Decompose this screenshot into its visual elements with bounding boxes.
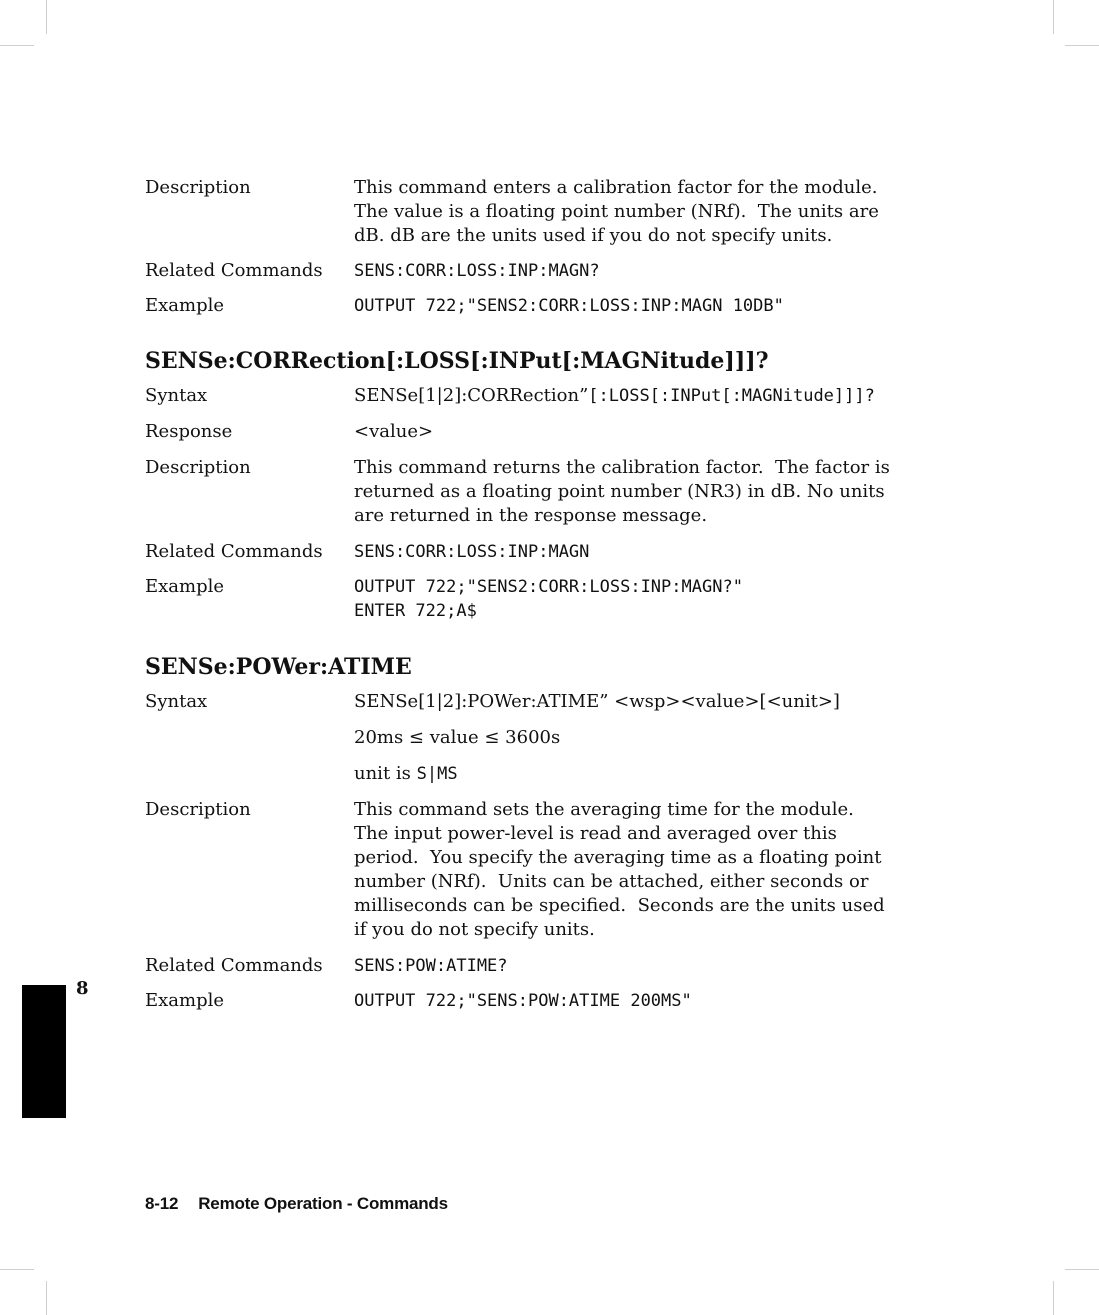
example-row xyxy=(145,294,925,318)
syntax-value xyxy=(354,690,925,714)
syntax-label: Syntax xyxy=(145,691,208,712)
example-label: Example xyxy=(145,990,225,1011)
crop-mark xyxy=(1065,1269,1099,1270)
crop-mark xyxy=(0,1269,34,1270)
command-heading: SENSe:CORRection[:LOSS[:INPut[:MAGNitude]]]? xyxy=(145,348,769,374)
crop-mark xyxy=(1065,45,1099,46)
description-label: Description xyxy=(145,177,251,198)
example-line: ENTER 722;A$ xyxy=(354,601,477,621)
description-text xyxy=(354,456,925,528)
example-line: OUTPUT 722;"SENS2:CORR:LOSS:INP:MAGN?" xyxy=(354,577,743,597)
related-commands-value: SENS:POW:ATIME? xyxy=(354,956,508,976)
crop-mark xyxy=(46,0,47,34)
description-line: dB. dB are the units used if you do not specify units. xyxy=(354,225,833,246)
crop-mark xyxy=(1053,1281,1054,1315)
description-line: milliseconds can be specified. Seconds are the units used xyxy=(354,895,885,916)
related-commands-row xyxy=(145,540,925,564)
syntax-row xyxy=(145,690,925,714)
example-code: OUTPUT 722;"SENS2:CORR:LOSS:INP:MAGN 10DB" xyxy=(354,296,784,316)
crop-mark xyxy=(1053,0,1054,34)
related-commands-value: SENS:CORR:LOSS:INP:MAGN xyxy=(354,542,590,562)
description-line: The input power-level is read and averaged over this xyxy=(354,823,837,844)
description-row xyxy=(145,176,925,248)
description-line: The value is a floating point number (NRf). The units are xyxy=(354,201,879,222)
description-line: This command sets the averaging time for the module. xyxy=(354,799,854,820)
description-line: are returned in the response message. xyxy=(354,505,708,526)
syntax-prefix: SENSe[1|2]:CORRection” xyxy=(354,385,589,406)
syntax-prefix: SENSe[1|2]:POWer:ATIME” xyxy=(354,691,609,712)
example-row xyxy=(145,989,925,1013)
example-row xyxy=(145,575,925,623)
syntax-suffix: [:LOSS[:INPut[:MAGNitude]]]? xyxy=(588,386,875,406)
example-label: Example xyxy=(145,295,225,316)
range-value: 20ms ≤ value ≤ 3600s xyxy=(354,727,561,748)
description-row xyxy=(145,798,925,942)
crop-mark xyxy=(46,1281,47,1315)
unit-value xyxy=(354,762,925,786)
unit-options: S|MS xyxy=(416,764,458,784)
description-line: returned as a floating point number (NR3) in dB. No units xyxy=(354,481,885,502)
description-line: This command returns the calibration factor. The factor is xyxy=(354,457,890,478)
crop-mark xyxy=(0,45,34,46)
example-code xyxy=(354,575,925,623)
related-commands-row xyxy=(145,954,925,978)
footer-section-title: Remote Operation - Commands xyxy=(198,1194,448,1213)
description-line: number (NRf). Units can be attached, either seconds or xyxy=(354,871,869,892)
response-value: <value> xyxy=(354,421,434,442)
response-row xyxy=(145,420,925,444)
description-line: This command enters a calibration factor for the module. xyxy=(354,177,878,198)
range-row xyxy=(145,726,925,750)
page-footer xyxy=(145,1194,448,1214)
unit-prefix: unit is xyxy=(354,763,417,784)
chapter-thumb-tab xyxy=(22,985,66,1118)
page-number: 8-12 xyxy=(145,1194,179,1213)
example-code: OUTPUT 722;"SENS:POW:ATIME 200MS" xyxy=(354,991,692,1011)
related-commands-row xyxy=(145,259,925,283)
syntax-suffix: <wsp><value>[<unit>] xyxy=(608,691,840,712)
description-text xyxy=(354,176,925,248)
description-line: period. You specify the averaging time as a floating point xyxy=(354,847,882,868)
command-heading: SENSe:POWer:ATIME xyxy=(145,654,412,680)
related-commands-value: SENS:CORR:LOSS:INP:MAGN? xyxy=(354,261,600,281)
description-label: Description xyxy=(145,457,251,478)
syntax-value xyxy=(354,384,925,408)
example-label: Example xyxy=(145,576,225,597)
response-label: Response xyxy=(145,421,233,442)
description-line: if you do not specify units. xyxy=(354,919,595,940)
related-commands-label: Related Commands xyxy=(145,260,323,281)
unit-row xyxy=(145,762,925,786)
chapter-number: 8 xyxy=(76,978,89,999)
related-commands-label: Related Commands xyxy=(145,541,323,562)
description-text xyxy=(354,798,925,942)
page-content xyxy=(145,176,925,1013)
related-commands-label: Related Commands xyxy=(145,955,323,976)
syntax-row xyxy=(145,384,925,408)
syntax-label: Syntax xyxy=(145,385,208,406)
description-row xyxy=(145,456,925,528)
description-label: Description xyxy=(145,799,251,820)
